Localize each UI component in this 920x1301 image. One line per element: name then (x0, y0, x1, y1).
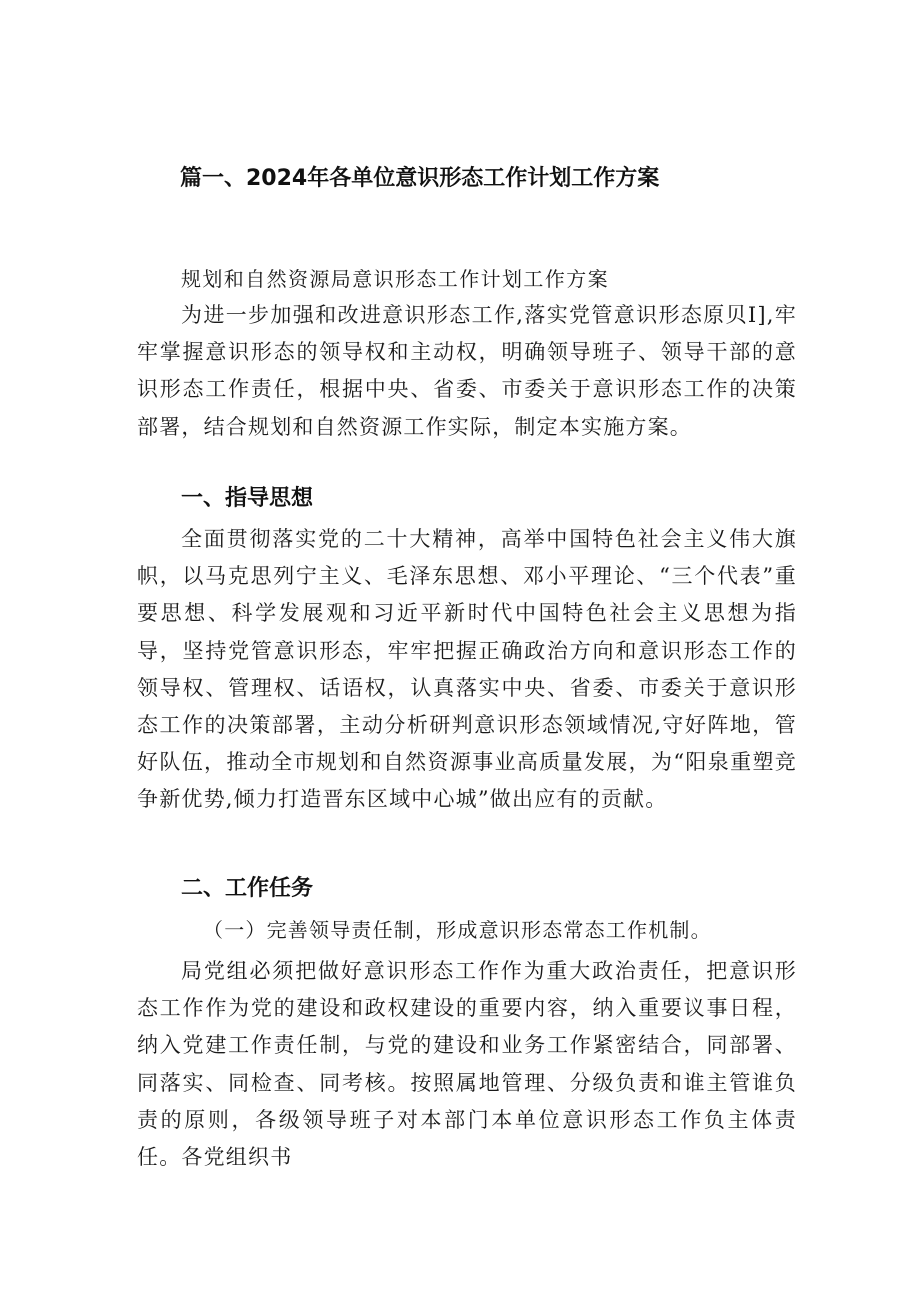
subsection-heading-leadership: （一）完善领导责任制，形成意识形态常态工作机制。 (203, 918, 712, 942)
document-title: 篇一、2024年各单位意识形态工作计划工作方案 (180, 166, 660, 191)
guiding-thought-paragraph: 全面贯彻落实党的二十大精神，高举中国特色社会主义伟大旗帜，以马克思列宁主义、毛泽东思想、邓小平理论、“三个代表”重要思想、科学发展观和习近平新时代中国特色社会主义思想为指导，坚持党管意识形态，牢牢把握正确政治方向和意识形态工作的领导权、管理权、话语权，认真落实中央、省委、市委关于意识形态工作的决策部署，主动分析研判意识形态领域情况,守好阵地，管好队伍，推动全市规划和自然资源事业高质量发展，为“阳泉重塑竞争新优势,倾力打造晋东区域中心城”做出应有的贡献。 (137, 527, 797, 812)
document-subtitle: 规划和自然资源局意识形态工作计划工作方案 (181, 267, 609, 291)
section-heading-work-tasks: 二、工作任务 (181, 876, 314, 901)
leadership-paragraph: 局党组必须把做好意识形态工作作为重大政治责任，把意识形态工作作为党的建设和政权建设的重要内容，纳入重要议事日程，纳入党建工作责任制，与党的建设和业务工作紧密结合，同部署、同落实、同检查、同考核。按照属地管理、分级负责和谁主管谁负责的原则，各级领导班子对本部门本单位意识形态工作负主体责任。各党组织书 (137, 959, 797, 1170)
section-heading-guiding-thought: 一、指导思想 (181, 486, 314, 511)
intro-paragraph: 为进一步加强和改进意识形态工作,落实党管意识形态原贝I],牢牢掌握意识形态的领导权和主动权，明确领导班子、领导干部的意识形态工作责任，根据中央、省委、市委关于意识形态工作的决策部署，结合规划和自然资源工作实际，制定本实施方案。 (137, 303, 797, 439)
